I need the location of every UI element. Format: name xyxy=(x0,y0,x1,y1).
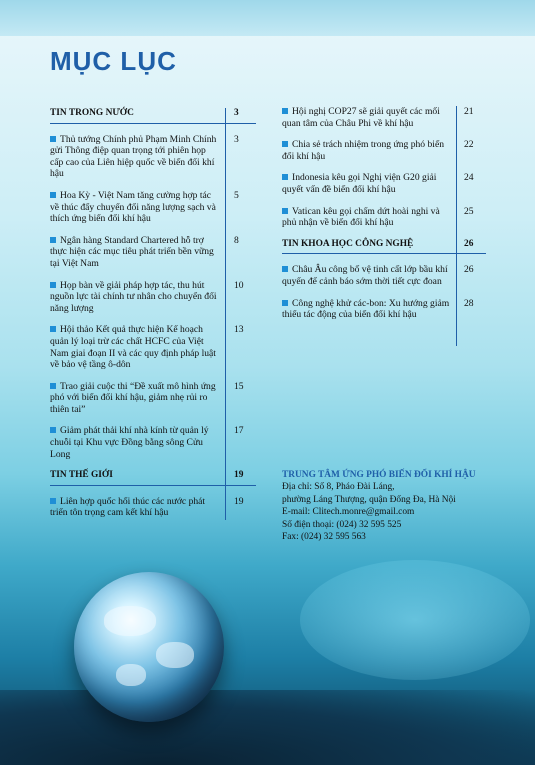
email-link[interactable]: E-mail: Clitech.monre@gmail.com xyxy=(282,507,415,518)
entry-page: 28 xyxy=(464,297,474,309)
section-label: TIN THẾ GIỚI xyxy=(50,470,113,481)
bullet-icon xyxy=(50,498,56,504)
fax-number: Fax: (024) 32 595 563 xyxy=(282,532,366,543)
page-title: MỤC LỤC xyxy=(50,46,177,76)
bullet-icon xyxy=(50,326,56,332)
section-page: 19 xyxy=(234,470,244,481)
bullet-icon xyxy=(50,427,56,433)
entry-page: 5 xyxy=(234,189,239,201)
entry-page: 21 xyxy=(464,106,474,117)
bullet-icon xyxy=(50,192,56,198)
entry-page: 3 xyxy=(234,133,239,145)
entry-text: Hội thảo Kết quả thực hiện Kế hoạch quản lý loại trừ các chất HCFC của Việt Nam giai đoạn II và các quy định pháp luật về bảo vệ tầng ô-dôn xyxy=(50,324,216,371)
background-glow xyxy=(300,560,530,680)
top-band xyxy=(0,0,535,36)
entry-text: Chia sẻ trách nhiệm trong ứng phó biến đổi khí hậu xyxy=(282,139,445,162)
phone-number: Số điện thoại: (024) 32 595 525 xyxy=(282,519,402,530)
bullet-icon xyxy=(282,300,288,306)
section-label: TIN KHOA HỌC CÔNG NGHỆ xyxy=(282,238,414,249)
entry-text: Hội nghị COP27 sẽ giải quyết các mối quan tâm của Châu Phi về khí hậu xyxy=(282,106,440,129)
entry-text: Hoa Kỳ - Việt Nam tăng cường hợp tác về thúc đẩy chuyển đổi năng lượng sạch và thích ứng biến đổi khí hậu xyxy=(50,189,216,225)
bullet-icon xyxy=(50,282,56,288)
entry-text: Indonesia kêu gọi Nghị viện G20 giải quyết vấn đề biến đổi khí hậu xyxy=(282,172,437,195)
bullet-icon xyxy=(282,208,288,214)
entry-page: 8 xyxy=(234,234,239,246)
entry-text: Công nghệ khử các-bon: Xu hướng giảm thiểu tác động của biến đổi khí hậu xyxy=(282,297,450,321)
address-line-1: Địa chỉ: Số 8, Pháo Đài Láng, xyxy=(282,482,395,493)
entry-text: Trao giải cuộc thi “Đề xuất mô hình ứng phó với biến đổi khí hậu, giảm nhẹ rủi ro thiên tai” xyxy=(50,380,216,415)
entry-page: 19 xyxy=(234,495,244,507)
entry-text: Châu Âu công bố vệ tinh cất lớp bầu khí quyển để cảnh báo sớm thời tiết cực đoan xyxy=(282,264,448,287)
entry-page: 22 xyxy=(464,139,474,151)
right-column-divider xyxy=(456,106,457,346)
bullet-icon xyxy=(282,108,288,114)
globe-highlight xyxy=(156,642,194,668)
crystal-globe-image xyxy=(74,572,224,722)
bullet-icon xyxy=(282,174,288,180)
entry-text: Giảm phát thải khí nhà kính từ quản lý chuỗi tại Khu vực Đồng bằng sông Cửu Long xyxy=(50,425,209,460)
entry-text: Họp bàn về giải pháp hợp tác, thu hút nguồn lực tài chính tư nhân cho chuyển đổi năng lượng xyxy=(50,279,217,314)
entry-text: Thủ tướng Chính phủ Phạm Minh Chính gửi Thông điệp quan trọng tới phiên họp cấp cao của Liên hiệp quốc về biến đổi khí hậu xyxy=(50,133,217,180)
contact-block xyxy=(282,469,512,543)
globe-highlight xyxy=(116,664,146,686)
section-page: 3 xyxy=(234,108,239,118)
organization-name: TRUNG TÂM ỨNG PHÓ BIẾN ĐỔI KHÍ HẬU xyxy=(282,470,476,480)
entry-text: Vatican kêu gọi chấm dứt hoài nghi và phủ nhận về biến đổi khí hậu xyxy=(282,205,440,229)
entry-page: 10 xyxy=(234,279,244,291)
entry-page: 26 xyxy=(464,264,474,276)
entry-text: Ngân hàng Standard Chartered hỗ trợ thực hiện các mục tiêu phát triển bền vững tại Việt Nam xyxy=(50,234,214,269)
entry-page: 25 xyxy=(464,205,474,217)
entry-page: 17 xyxy=(234,425,244,437)
left-column-divider xyxy=(225,108,226,520)
address-line-2: phường Láng Thượng, quận Đống Đa, Hà Nội xyxy=(282,494,456,505)
section-label: TIN TRONG NƯỚC xyxy=(50,108,134,118)
bullet-icon xyxy=(50,237,56,243)
bullet-icon xyxy=(282,266,288,272)
entry-page: 15 xyxy=(234,380,244,392)
moss-ground-image xyxy=(0,690,535,765)
bullet-icon xyxy=(50,383,56,389)
entry-text: Liên hợp quốc hối thúc các nước phát triển tôn trọng cam kết khí hậu xyxy=(50,495,206,519)
entry-page: 13 xyxy=(234,324,244,336)
bullet-icon xyxy=(282,141,288,147)
entry-page: 24 xyxy=(464,172,474,184)
bullet-icon xyxy=(50,136,56,142)
globe-highlight xyxy=(104,606,156,636)
section-page: 26 xyxy=(464,238,474,249)
